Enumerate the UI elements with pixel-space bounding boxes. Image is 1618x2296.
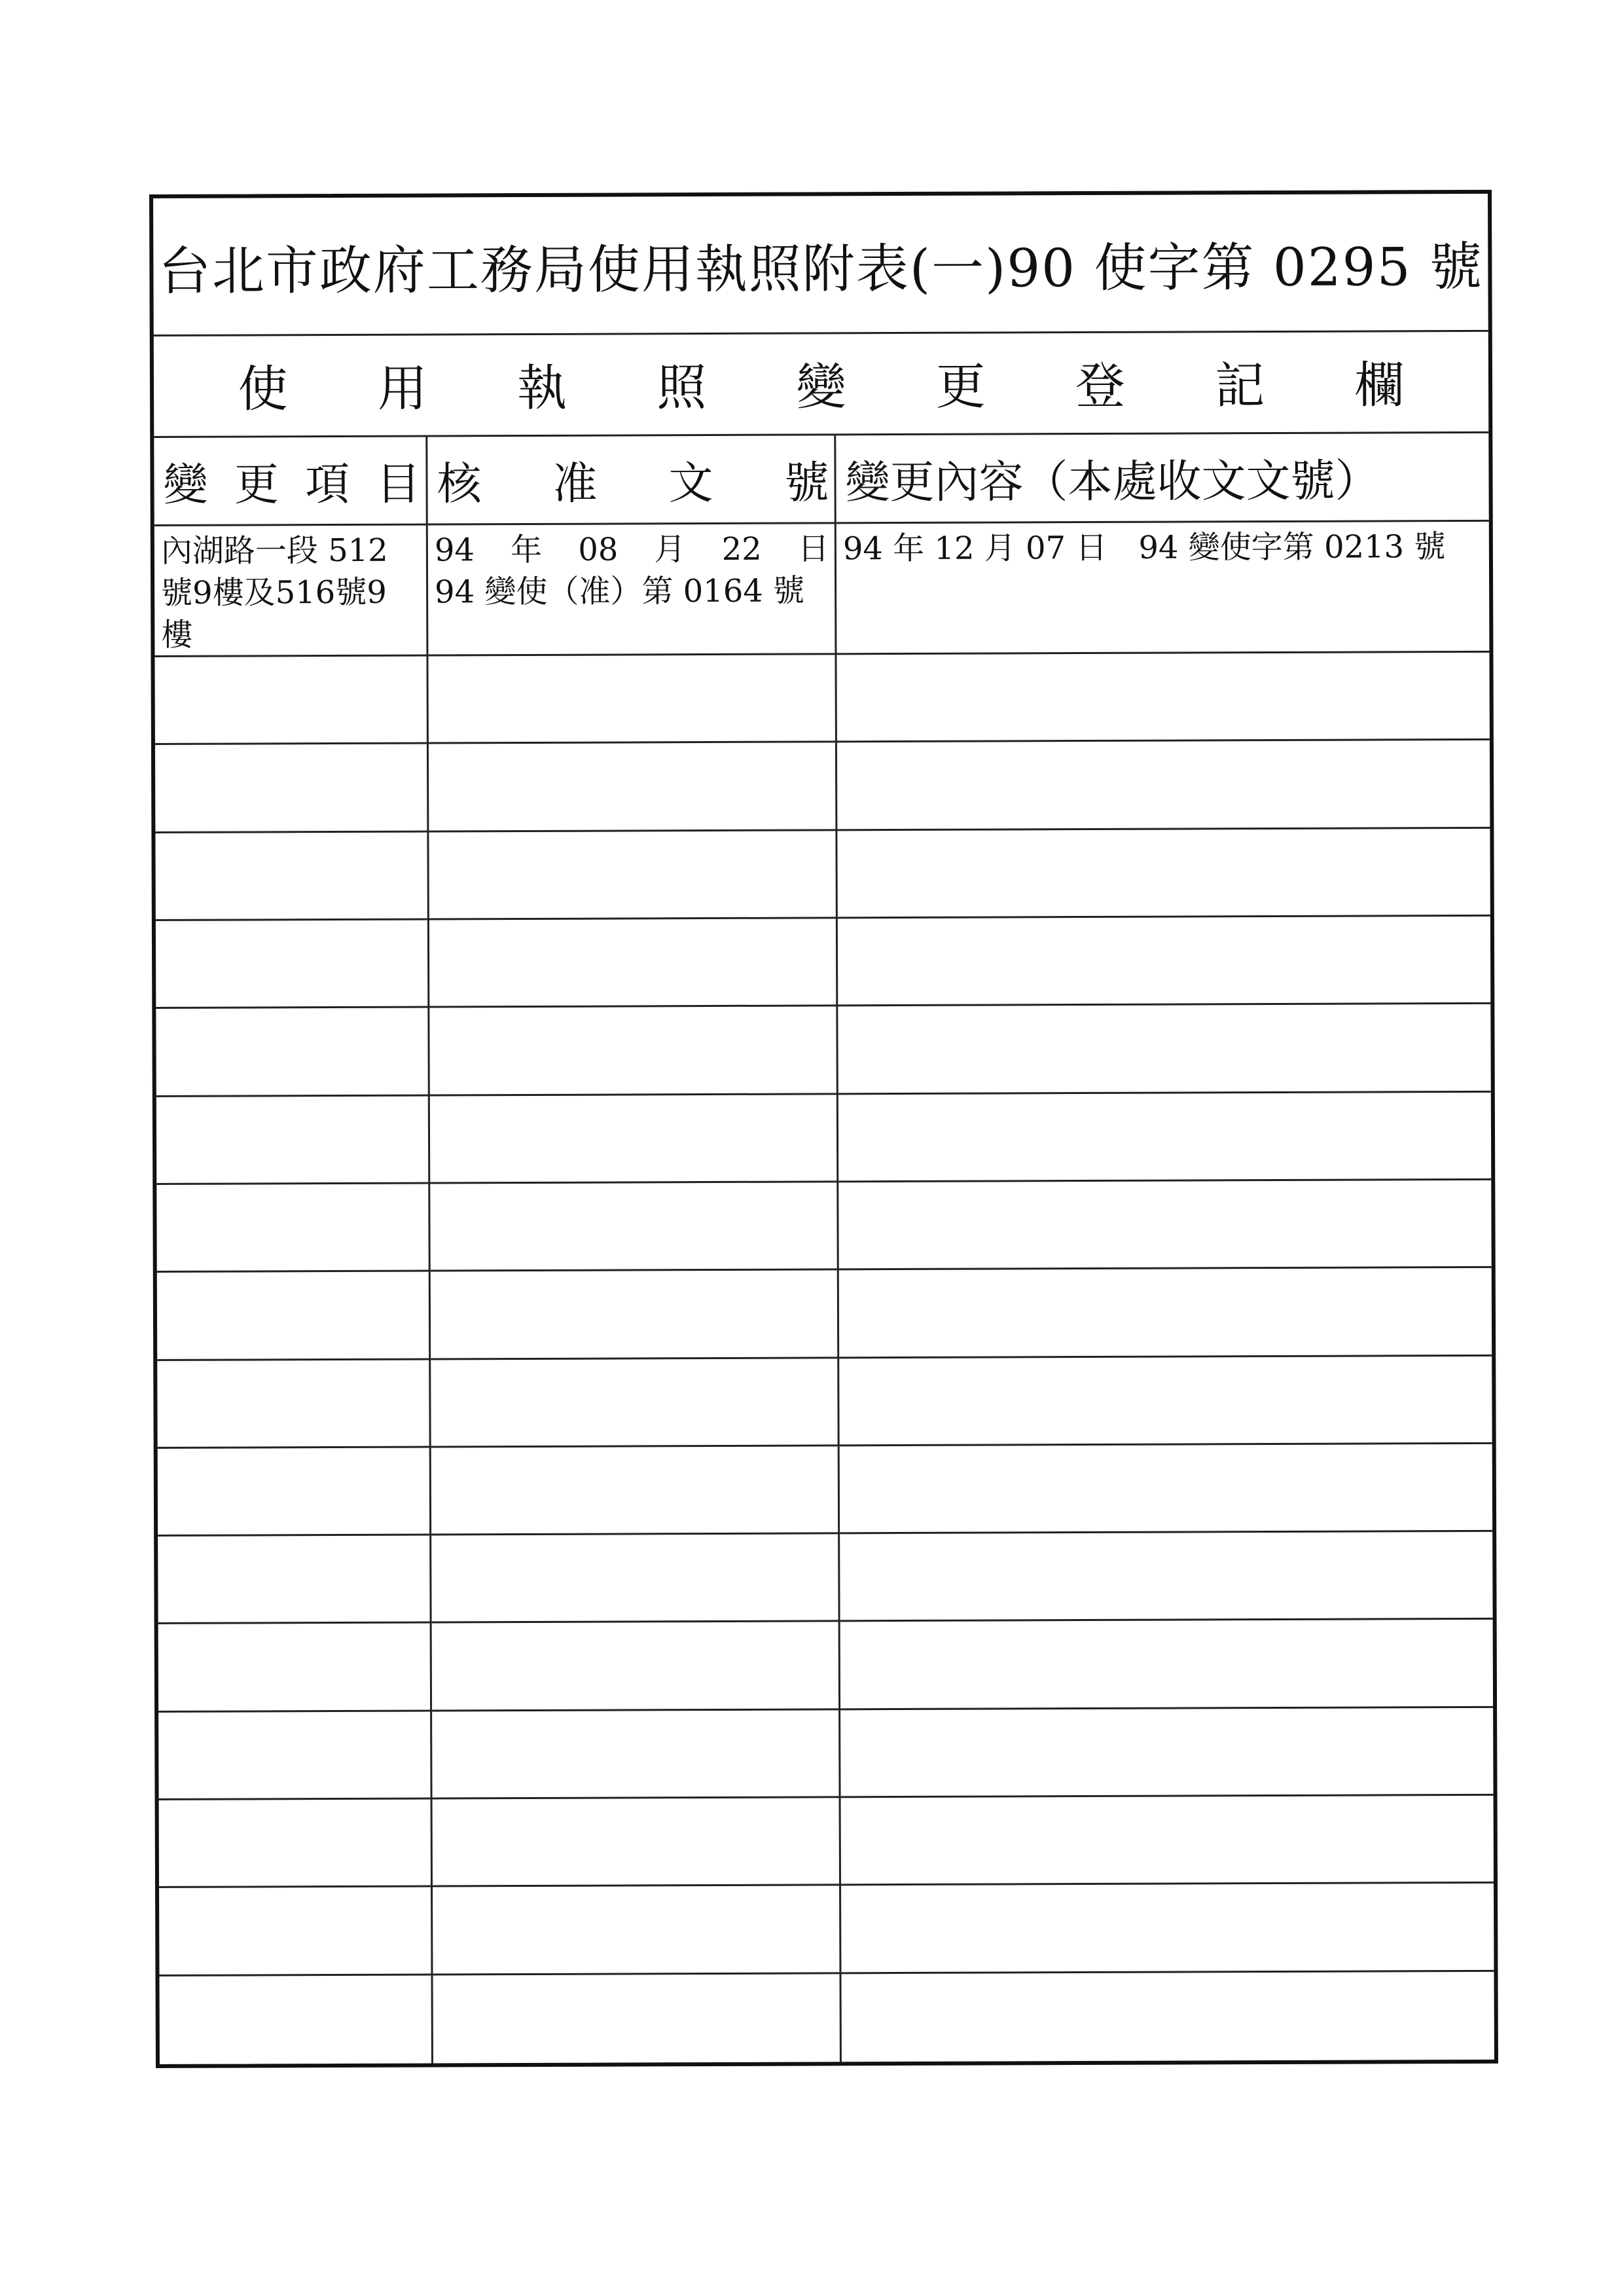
cell-change-item [154,526,429,657]
empty-cell [837,740,1490,831]
empty-cell [838,1092,1491,1182]
date-part: 年 [511,531,543,569]
empty-cell [838,917,1490,1007]
empty-cell [156,1184,430,1273]
empty-cell [839,1356,1492,1446]
header-change-item [154,437,427,526]
empty-cell [155,832,429,921]
empty-cell [840,1708,1493,1798]
cell-line: 號9樓及516號9 [161,574,387,611]
empty-cell [429,919,838,1008]
empty-cell [429,1007,838,1096]
form-title-row [153,194,1488,337]
header-change-content [836,433,1488,524]
date-part: 月 [654,531,686,568]
empty-cell [836,653,1489,743]
date-part: 08 [578,531,619,568]
empty-cell [432,1710,840,1799]
empty-cell [433,1974,841,2063]
header-char: 准 [552,458,598,510]
empty-cell [159,1800,433,1889]
empty-cell [840,1620,1493,1710]
empty-cell [431,1446,840,1535]
usage-permit-form [149,190,1498,2068]
cell-line: 樓 [161,616,193,653]
header-change-content-text: 變更內容（本處收文文號） [845,454,1380,509]
header-char: 目 [376,458,421,511]
form-title: 台北市政府工務局使用執照附表(一)90 使字第 0295 號 [158,236,1484,302]
empty-cell [156,1096,430,1185]
section-heading-char: 使 [238,359,288,418]
empty-cell [158,1536,431,1625]
header-char: 項 [305,458,350,511]
section-heading-char: 照 [656,358,707,417]
empty-cell [433,1886,841,1975]
empty-cell [156,1008,429,1097]
empty-cell [840,1444,1492,1535]
empty-cell [841,1884,1494,1974]
section-heading-char: 執 [516,358,567,418]
cell-line: 內湖路一段 512 [160,532,388,570]
cell-approval-no [428,524,837,656]
empty-cell [158,1448,431,1537]
empty-cell [156,920,429,1009]
empty-cell [432,1622,840,1711]
header-char: 更 [234,458,279,511]
empty-cell [839,1268,1492,1358]
header-char: 核 [437,458,482,510]
empty-cell [155,744,429,833]
header-approval-no [427,435,836,525]
empty-cell [429,831,837,920]
change-register-table [154,433,1494,2064]
empty-cell [154,657,428,746]
empty-cell [159,1887,433,1977]
section-heading-char: 更 [935,357,986,416]
header-char: 文 [668,457,713,509]
empty-cell [838,1180,1491,1271]
empty-cell [430,1182,838,1271]
date-part: 22 [721,530,762,568]
date-part: 94 [434,532,475,569]
section-heading-char: 記 [1215,356,1265,415]
section-heading-char: 欄 [1354,355,1405,414]
empty-cell [433,1798,841,1887]
empty-cell [431,1358,839,1448]
date-part: 日 [797,530,829,568]
cell-change-content [836,522,1490,655]
section-heading-char: 用 [377,359,428,418]
change-content-line: 94 年 12 月 07 日 94 變使字第 0213 號 [842,528,1446,568]
empty-cell [160,1975,433,2064]
empty-cell [158,1624,432,1713]
empty-cell [431,1534,840,1623]
empty-cell [841,1796,1494,1886]
empty-cell [840,1532,1492,1622]
empty-cell [429,743,837,832]
approval-date-line [435,528,829,571]
section-heading [154,330,1489,438]
empty-cell [157,1272,431,1361]
empty-cell [837,828,1490,919]
empty-cell [431,1271,839,1360]
empty-cell [841,1972,1494,2062]
approval-ref-line: 94 變使（准）第 0164 號 [435,572,805,611]
header-char: 變 [163,459,208,511]
empty-cell [157,1360,431,1449]
empty-cell [838,1004,1490,1095]
empty-cell [430,1095,838,1184]
section-heading-char: 登 [1075,356,1126,416]
empty-cell [428,655,836,744]
empty-cell [158,1711,432,1800]
section-heading-char: 變 [796,357,846,416]
header-char: 號 [784,456,829,509]
